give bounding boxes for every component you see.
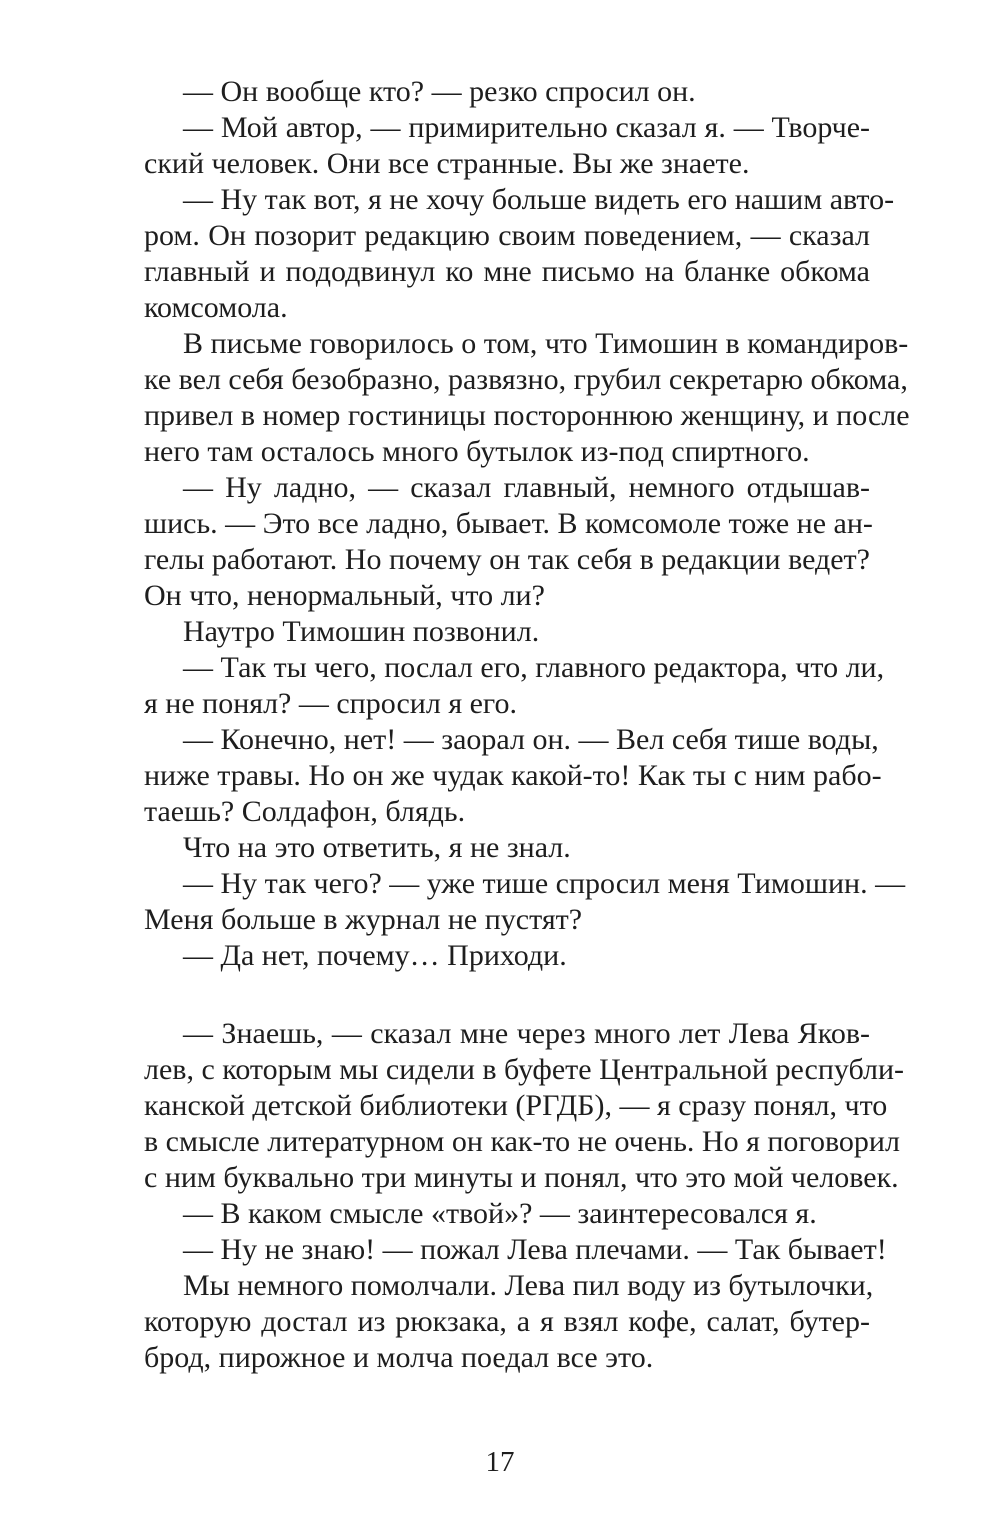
text-line: гелы работают. Но почему он так себя в редакции ведет? xyxy=(144,543,870,576)
text-line: брод, пирожное и молча поедал все это. xyxy=(144,1341,654,1374)
text-line: ский человек. Они все странные. Вы же знаете. xyxy=(144,147,750,180)
text-line: — Знаешь, — сказал мне через много лет Лева Яков- xyxy=(183,1017,870,1050)
text-line: Он что, ненормальный, что ли? xyxy=(144,579,545,612)
text-line: ке вел себя безобразно, развязно, грубил секретарю обкома, xyxy=(144,363,908,396)
text-line: ниже травы. Но он же чудак какой-то! Как ты с ним рабо- xyxy=(144,759,882,792)
text-line: канской детской библиотеки (РГДБ), — я сразу понял, что xyxy=(144,1089,888,1122)
text-line: с ним буквально три минуты и понял, что это мой человек. xyxy=(144,1161,899,1194)
text-line: Наутро Тимошин позвонил. xyxy=(183,615,540,648)
text-line: — Конечно, нет! — заорал он. — Вел себя тише воды, xyxy=(183,723,879,756)
text-line: В письме говорилось о том, что Тимошин в командиров- xyxy=(183,327,909,360)
text-line: лев, с которым мы сидели в буфете Центральной республи- xyxy=(144,1053,905,1086)
text-line: Мы немного помолчали. Лева пил воду из бутылочки, xyxy=(183,1269,874,1302)
text-line: Что на это ответить, я не знал. xyxy=(183,831,571,864)
text-line: — Ну ладно, — сказал главный, немного отдышав- xyxy=(183,471,870,504)
text-line: которую достал из рюкзака, а я взял кофе, салат, бутер- xyxy=(144,1305,870,1338)
text-line: — Ну так чего? — уже тише спросил меня Тимошин. — xyxy=(183,867,906,900)
text-line: — Так ты чего, послал его, главного редактора, что ли, xyxy=(183,651,885,684)
text-line: таешь? Солдафон, блядь. xyxy=(144,795,466,828)
page-number: 17 xyxy=(485,1446,515,1478)
text-line: комсомола. xyxy=(144,291,288,324)
text-line: — В каком смысле «твой»? — заинтересовался я. xyxy=(183,1197,817,1230)
text-line: привел в номер гостиницы постороннюю женщину, и после xyxy=(144,399,910,432)
text-line: ром. Он позорит редакцию своим поведением, — сказал xyxy=(144,219,870,252)
text-line: я не понял? — спросил я его. xyxy=(144,687,517,720)
text-line: главный и пододвинул ко мне письмо на бланке обкома xyxy=(144,255,870,288)
text-line: — Ну не знаю! — пожал Лева плечами. — Так бывает! xyxy=(183,1233,887,1266)
text-line: Меня больше в журнал не пустят? xyxy=(144,903,583,936)
text-line: — Ну так вот, я не хочу больше видеть его нашим авто- xyxy=(183,183,895,216)
text-line: — Он вообще кто? — резко спросил он. xyxy=(183,75,696,108)
text-line: него там осталось много бутылок из-под спиртного. xyxy=(144,435,810,468)
text-line: — Да нет, почему… Приходи. xyxy=(183,939,567,972)
text-line: в смысле литературном он как-то не очень. Но я поговорил xyxy=(144,1125,900,1158)
text-line: шись. — Это все ладно, бывает. В комсомоле тоже не ан- xyxy=(144,507,873,540)
text-line: — Мой автор, — примирительно сказал я. — Творче- xyxy=(183,111,870,144)
